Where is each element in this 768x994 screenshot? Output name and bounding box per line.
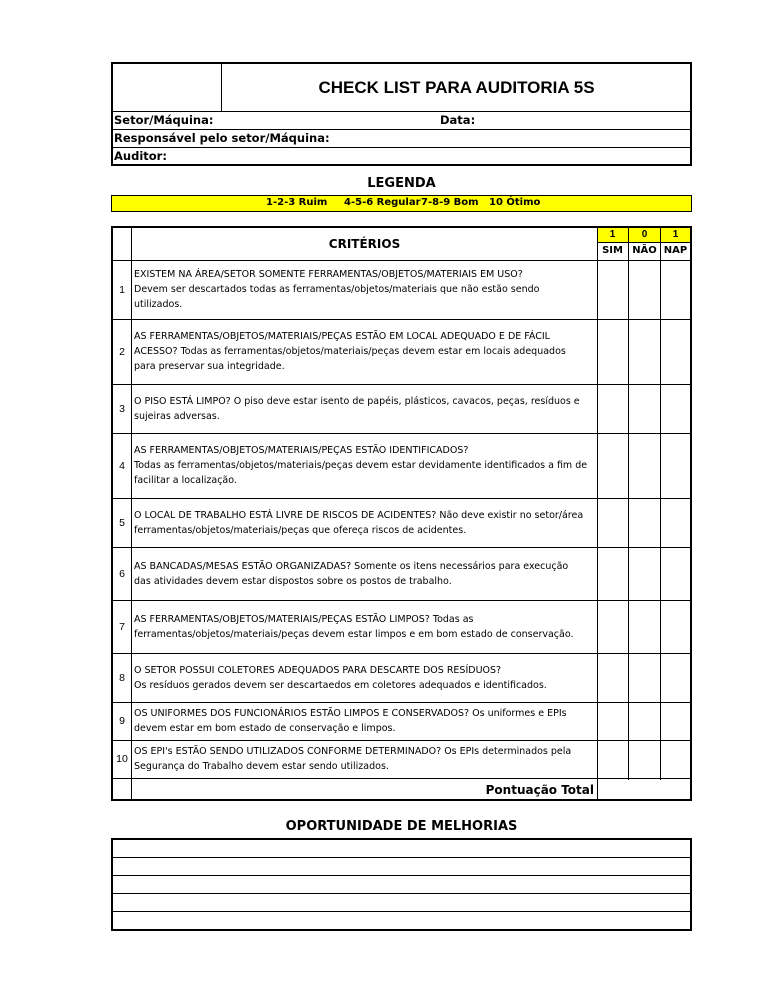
row-number: 6 — [119, 567, 125, 580]
criteria-question: O LOCAL DE TRABALHO ESTÁ LIVRE DE RISCOS DE ACIDENTES? — [134, 509, 437, 521]
legenda-otimo: 10 Ótimo — [489, 197, 541, 208]
criteria-question: EXISTEM NA ÁREA/SETOR SOMENTE FERRAMENTAS/OBJETOS/MATERIAIS EM USO? — [134, 269, 523, 280]
criteria-question: AS BANCADAS/MESAS ESTÃO ORGANIZADAS? — [134, 560, 352, 572]
col-divider — [597, 228, 598, 780]
col-nao: NÃO — [632, 245, 657, 256]
legenda-regular: 4-5-6 Regular — [344, 197, 421, 208]
data-label: Data: — [440, 113, 476, 127]
criteria-row — [134, 600, 588, 653]
row-number: 4 — [119, 459, 125, 472]
criteria-row — [134, 653, 588, 702]
row-number: 8 — [119, 671, 125, 684]
criteria-question: AS FERRAMENTAS/OBJETOS/MATERIAIS/PEÇAS ESTÃO IDENTIFICADOS? — [134, 445, 469, 456]
legenda-ruim: 1-2-3 Ruim — [266, 197, 328, 208]
melhorias-line — [113, 857, 690, 858]
criteria-description: Os resíduos gerados devem ser descartaedos em coletores adequados e identificados. — [134, 679, 547, 691]
criteria-row — [134, 702, 588, 740]
criteria-question: O SETOR POSSUI COLETORES ADEQUADOS PARA DESCARTE DOS RESÍDUOS? — [134, 664, 502, 676]
criteria-row — [134, 260, 588, 319]
melhorias-box[interactable] — [111, 838, 692, 931]
criteria-row — [134, 319, 588, 384]
page-title: CHECK LIST PARA AUDITORIA 5S — [318, 77, 595, 97]
criteria-description: Não deve existir no setor/área ferramentas/objetos/materiais/peças que ofereça riscos de acidentes. — [134, 509, 584, 536]
criteria-description: O piso deve estar isento de papéis, plásticos, cavacos, peças, resíduos e sujeiras adversas. — [134, 395, 580, 422]
legenda-title: LEGENDA — [367, 176, 436, 191]
criteria-header: CRITÉRIOS — [328, 237, 401, 251]
criteria-description: Todas as ferramentas/objetos/materiais/peças devem estar devidamente identificados a fim de facilitar a localização. — [134, 460, 588, 486]
criteria-row — [134, 433, 588, 498]
header-box — [111, 62, 692, 166]
criteria-description: Todas as ferramentas/objetos/materiais/peças devem estar em locais adequados para preservar sua integridade. — [134, 346, 566, 372]
row-number: 10 — [116, 753, 128, 765]
row-number: 9 — [119, 715, 125, 727]
row-number: 1 — [119, 283, 125, 296]
col-divider — [131, 228, 132, 801]
criteria-question: OS EPI's ESTÃO SENDO UTILIZADOS CONFORME DETERMINADO? — [134, 746, 442, 757]
col-divider — [628, 228, 629, 780]
criteria-description: Devem ser descartados todas as ferramentas/objetos/materiais que não estão sendo utilizados. — [134, 284, 540, 310]
criteria-row — [134, 498, 588, 547]
responsavel-label: Responsável pelo setor/Máquina: — [114, 131, 330, 145]
total-label: Pontuação Total — [485, 783, 594, 797]
melhorias-line — [113, 911, 690, 912]
auditor-label: Auditor: — [114, 149, 167, 163]
criteria-row — [134, 547, 588, 600]
score-sim: 1 — [597, 228, 628, 243]
col-sim: SIM — [602, 245, 623, 256]
melhorias-line — [113, 875, 690, 876]
criteria-row — [134, 740, 588, 778]
responsavel-row[interactable] — [113, 129, 690, 147]
criteria-table — [111, 226, 692, 801]
criteria-description: Todas as ferramentas/objetos/materiais/peças devem estar limpos e em bom estado de conservação. — [134, 613, 574, 640]
row-divider — [113, 778, 690, 779]
score-nap: 1 — [661, 228, 690, 243]
melhorias-title: OPORTUNIDADE DE MELHORIAS — [285, 819, 518, 834]
col-nap: NAP — [663, 245, 688, 256]
setor-row[interactable] — [113, 111, 690, 129]
criteria-description: Somente os itens necessários para execução das atividades devem estar dispostos sobre os postos de trabalho. — [134, 560, 569, 587]
criteria-description: Os EPIs determinados pela Segurança do Trabalho devem estar sendo utilizados. — [134, 746, 572, 772]
setor-label: Setor/Máquina: — [114, 113, 214, 127]
criteria-row — [134, 384, 588, 433]
legenda-bar — [111, 195, 692, 212]
criteria-question: AS FERRAMENTAS/OBJETOS/MATERIAIS/PEÇAS ESTÃO EM LOCAL ADEQUADO E DE FÁCIL ACESSO? — [134, 331, 550, 357]
criteria-description: Os uniformes e EPIs devem estar em bom estado de conservação e limpos. — [134, 708, 567, 734]
row-number: 2 — [119, 345, 125, 358]
col-divider — [660, 228, 661, 780]
row-number: 5 — [119, 516, 125, 529]
row-number: 7 — [119, 620, 125, 633]
row-divider — [597, 242, 690, 243]
criteria-question: O PISO ESTÁ LIMPO? — [134, 395, 231, 407]
score-nao: 0 — [629, 228, 660, 243]
legenda-bom: 7-8-9 Bom — [421, 197, 479, 208]
row-number: 3 — [119, 402, 125, 415]
logo-cell — [113, 64, 222, 111]
melhorias-line — [113, 893, 690, 894]
criteria-question: OS UNIFORMES DOS FUNCIONÁRIOS ESTÃO LIMPOS E CONSERVADOS? — [134, 708, 470, 719]
auditor-row[interactable] — [113, 147, 690, 165]
criteria-question: AS FERRAMENTAS/OBJETOS/MATERIAIS/PEÇAS ESTÃO LIMPOS? — [134, 613, 430, 625]
